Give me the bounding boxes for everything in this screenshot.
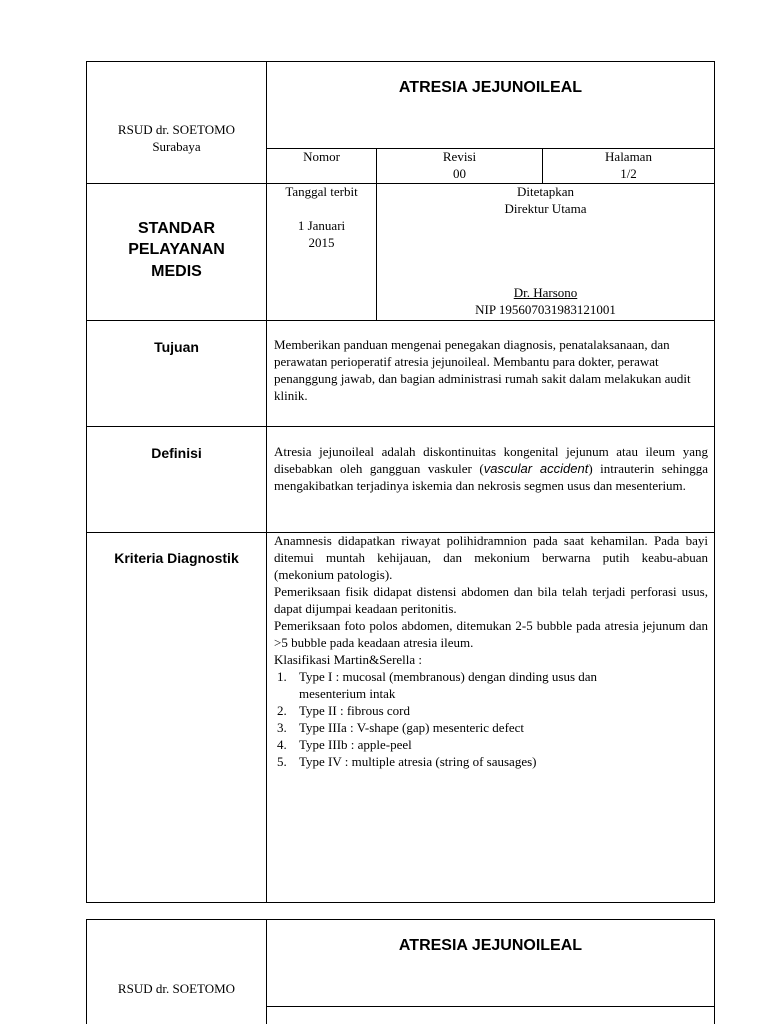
definisi-text-part: Atresia jejunoileal adalah diskontinuitas kongenital jejunum atau ileum yang disebabkan oleh gangguan vaskuler ( [274, 444, 708, 476]
list-item [274, 702, 708, 719]
direktur-label: Direktur Utama [504, 201, 587, 216]
definisi-text [274, 443, 708, 494]
list-item-number: 1. [277, 669, 287, 684]
list-item [274, 753, 708, 770]
border-line [86, 320, 715, 321]
standard-title-line3: MEDIS [151, 263, 202, 280]
list-item-number: 5. [277, 754, 287, 769]
border-line [86, 919, 715, 920]
tujuan-text: Memberikan panduan mengenai penegakan diagnosis, penatalaksanaan, dan perawatan perioperatif atresia jejunoileal. Membantu para dokter, perawat penanggung jawab, dan bagian administrasi rumah sakit dalam melakukan audit klinik. [274, 337, 691, 403]
list-item-text: Type IIIa : V-shape (gap) mesenteric defect [299, 720, 525, 735]
revisi-value: 00 [453, 166, 466, 181]
kriteria-paragraph: Pemeriksaan foto polos abdomen, ditemukan 2-5 bubble pada atresia jejunum dan >5 bubble pada keadaan atresia ileum. [274, 618, 708, 650]
border-line [714, 61, 715, 903]
hospital-name: RSUD dr. SOETOMO [117, 122, 236, 137]
kriteria-paragraph: Pemeriksaan fisik didapat distensi abdomen dan bila telah terjadi perforasi usus, dapat dijumpai keadaan peritonitis. [274, 584, 708, 616]
halaman-value: 1/2 [620, 166, 637, 181]
kriteria-label: Kriteria Diagnostik [114, 550, 239, 566]
signatory-nip: NIP 195607031983121001 [475, 302, 616, 317]
ditetapkan-label: Ditetapkan [516, 184, 575, 199]
kriteria-content [274, 532, 708, 770]
tujuan-label: Tujuan [154, 339, 199, 355]
border-line [714, 919, 715, 1024]
hospital-city: Surabaya [152, 139, 201, 154]
list-item [274, 736, 708, 753]
list-item [274, 668, 639, 702]
definisi-label: Definisi [151, 445, 202, 461]
border-line [86, 61, 87, 903]
kriteria-paragraph: Anamnesis didapatkan riwayat polihidramnion pada saat kehamilan. Pada bayi ditemui muntah kehijauan, dan mekonium berwarna putih keabu-abuan (mekonium patologis). [274, 533, 708, 582]
definisi-italic-term: vascular accident [483, 461, 589, 476]
list-item-text: Type IIIb : apple-peel [299, 737, 412, 752]
tanggal-terbit-label: Tanggal terbit [285, 184, 358, 199]
definisi-text-part: ) intrauterin sehingga mengakibatkan terjadinya iskemia dan nekrosis segmen usus dan mesenterium. [274, 461, 708, 493]
tanggal-terbit-value: 1 Januari [297, 218, 346, 233]
list-item-number: 2. [277, 703, 287, 718]
standard-title-line1: STANDAR [137, 220, 216, 237]
list-item-text: Type I : mucosal (membranous) dengan dinding usus dan mesenterium intak [299, 669, 598, 701]
revisi-label: Revisi [442, 149, 477, 164]
list-item-text: Type IV : multiple atresia (string of sausages) [299, 754, 537, 769]
list-item-number: 3. [277, 720, 287, 735]
document-title: ATRESIA JEJUNOILEAL [398, 937, 583, 954]
border-line [266, 1006, 715, 1007]
hospital-name: RSUD dr. SOETOMO [117, 981, 236, 996]
halaman-label: Halaman [605, 149, 652, 164]
border-line [86, 61, 715, 62]
document-title: ATRESIA JEJUNOILEAL [398, 79, 583, 96]
klasifikasi-list [274, 668, 708, 770]
list-item [274, 719, 708, 736]
border-line [86, 919, 87, 1024]
list-item-number: 4. [277, 737, 287, 752]
list-item-text: Type II : fibrous cord [299, 703, 411, 718]
border-line [266, 919, 267, 1024]
klasifikasi-heading: Klasifikasi Martin&Serella : [274, 652, 423, 667]
nomor-label: Nomor [303, 149, 340, 164]
tanggal-terbit-year: 2015 [308, 235, 335, 250]
border-line [86, 902, 715, 903]
signatory-name: Dr. Harsono [513, 285, 578, 300]
border-line [86, 426, 715, 427]
standard-title-line2: PELAYANAN [128, 241, 225, 258]
